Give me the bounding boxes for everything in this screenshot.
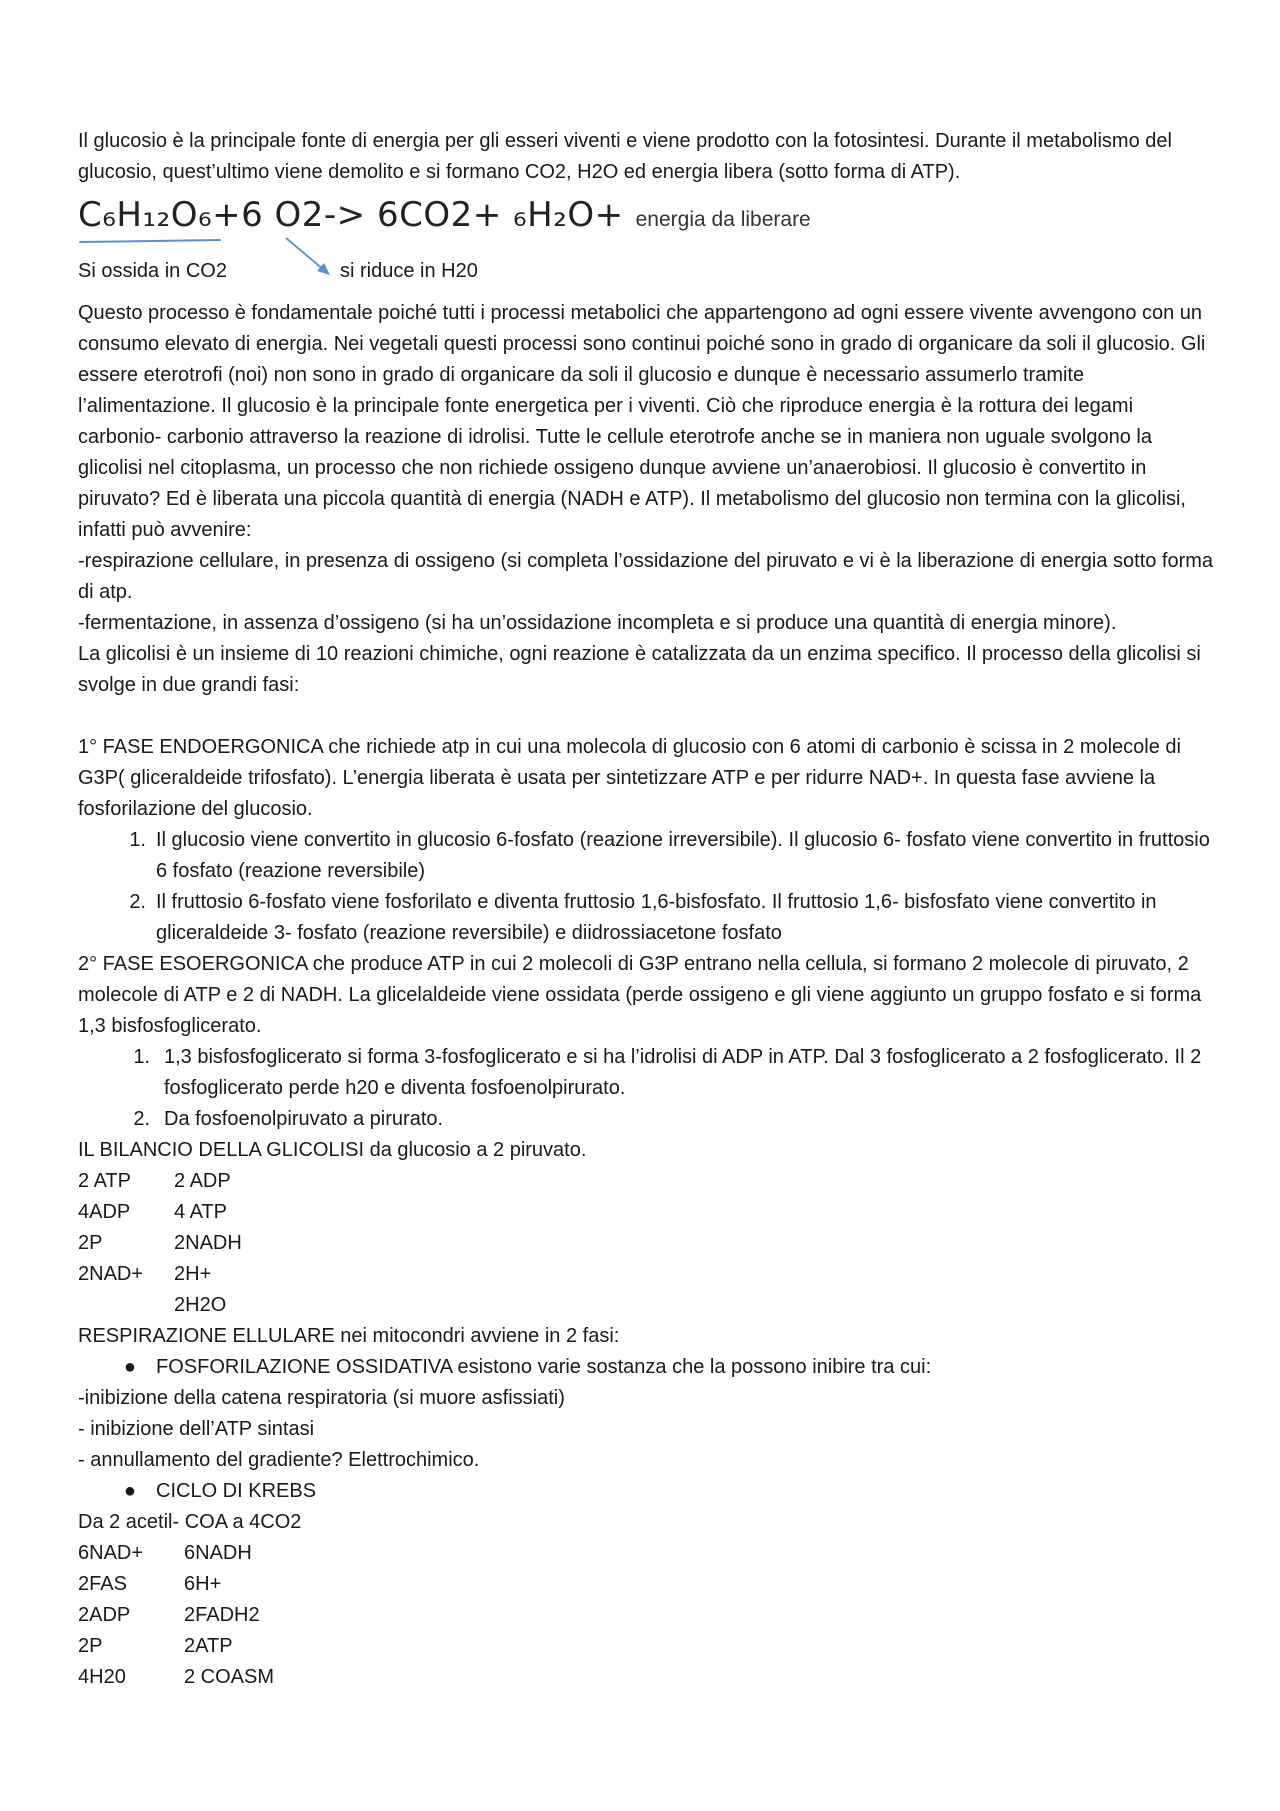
balance-cell: 4 ATP — [174, 1201, 227, 1223]
inhibition-line: - annullamento del gradiente? Elettrochimico. — [78, 1449, 480, 1471]
krebs-cell: 2ATP — [184, 1635, 233, 1657]
krebs-cell: 6NADH — [184, 1542, 252, 1564]
krebs-cell: 2FAS — [78, 1573, 127, 1595]
krebs-table — [78, 1538, 1218, 1693]
list-number: 1. — [133, 1046, 150, 1068]
list-text: 1,3 bisfosfoglicerato si forma 3-fosfoglicerato e si ha l’idrolisi di ADP in ATP. Dal 3 fosfoglicerato a 2 fosfoglicerato. Il 2 fosfoglicerato perde h20 e diventa fosfoenolpirurato. — [164, 1046, 1202, 1099]
equation-note: energia da liberare — [635, 208, 811, 231]
krebs-cell: 2FADH2 — [184, 1604, 260, 1626]
balance-cell: 2 ADP — [174, 1170, 231, 1192]
body-paragraph: Questo processo è fondamentale poiché tutti i processi metabolici che appartengono ad ogni essere vivente avvengono con un consumo elevato di energia. Nei vegetali questi processi sono continui poiché sono in grado di organicare da soli il glucosio. Gli essere eterotrofi (noi) non sono in grado di organicare da soli il glucosio e dunque è necessario assumerlo tramite l’alimentazione. Il glucosio è la principale fonte energetica per i viventi. Ciò che riproduce energia è la rottura dei legami carbonio- carbonio attraverso la reazione di idrolisi. Tutte le cellule eterotrofe anche se in maniera non uguale svolgono la glicolisi nel citoplasma, un processo che non richiede ossigeno dunque avviene un’anaerobiosi. Il glucosio è convertito in piruvato? Ed è liberata una piccola quantità di energia (NADH e ATP). Il metabolismo del glucosio non termina con la glicolisi, infatti può avvenire: — [78, 302, 1206, 541]
balance-cell: 2H2O — [174, 1294, 227, 1316]
phase2-paragraph: 2° FASE ESOERGONICA che produce ATP in cui 2 molecoli di G3P entrano nella cellula, si formano 2 molecole di piruvato, 2 molecole di ATP e 2 di NADH. La glicelaldeide viene ossidata (perde ossigeno e gli viene aggiunto un gruppo fosfato e si forma 1,3 bisfosfoglicerato. — [78, 953, 1202, 1037]
balance-cell: 2 ATP — [78, 1170, 131, 1192]
bullet-text: FOSFORILAZIONE OSSIDATIVA esistono varie sostanza che la possono inibire tra cui: — [156, 1356, 932, 1378]
balance-cell: 2NADH — [174, 1232, 242, 1254]
phase1-paragraph: 1° FASE ENDOERGONICA che richiede atp in cui una molecola di glucosio con 6 atomi di carbonio è scissa in 2 molecole di G3P( gliceraldeide trifosfato). L’energia liberata è usata per sintetizzare ATP e per ridurre NAD+. In questa fase avviene la fosforilazione del glucosio. — [78, 736, 1181, 820]
list-text: Il glucosio viene convertito in glucosio 6-fosfato (reazione irreversibile). Il glucosio 6- fosfato viene convertito in fruttosio 6 fosfato (reazione reversibile) — [156, 829, 1210, 882]
reduction-label: si riduce in H20 — [340, 260, 478, 282]
bullet-text: CICLO DI KREBS — [156, 1480, 317, 1502]
inhibition-line: -inibizione della catena respiratoria (si muore asfissiati) — [78, 1387, 565, 1409]
equation-formula: C₆H₁₂O₆+6 O2-> 6CO2+ ₆H₂O+ — [78, 195, 624, 235]
document-body — [78, 126, 1218, 1693]
balance-cell: 2NAD+ — [78, 1263, 144, 1285]
bullet-item — [78, 1476, 1218, 1507]
balance-table — [78, 1166, 1218, 1321]
list-item — [78, 1104, 1218, 1135]
bullet-icon: ● — [123, 1356, 136, 1378]
oxidation-label: Si ossida in CO2 — [78, 260, 227, 282]
balance-cell — [78, 1290, 174, 1321]
list-text: Da fosfoenolpiruvato a pirurato. — [164, 1108, 444, 1130]
intro-paragraph: Il glucosio è la principale fonte di energia per gli esseri viventi e viene prodotto con la fotosintesi. Durante il metabolismo del glucosio, quest’ultimo viene demolito e si formano CO2, H2O ed energia libera (sotto forma di ATP). — [78, 130, 1172, 183]
krebs-cell: 2ADP — [78, 1604, 131, 1626]
balance-cell: 2P — [78, 1232, 103, 1254]
bullet-icon: ● — [123, 1480, 136, 1502]
inhibition-line: - inibizione dell’ATP sintasi — [78, 1418, 315, 1440]
underline-stroke — [80, 240, 220, 242]
fermentation-line: -fermentazione, in assenza d’ossigeno (si ha un’ossidazione incompleta e si produce una quantità di energia minore). — [78, 612, 1117, 634]
balance-title: IL BILANCIO DELLA GLICOLISI da glucosio a 2 piruvato. — [78, 1139, 587, 1161]
krebs-title: Da 2 acetil- COA a 4CO2 — [78, 1511, 302, 1533]
respiration-title: RESPIRAZIONE ELLULARE nei mitocondri avviene in 2 fasi: — [78, 1325, 620, 1347]
balance-cell: 2H+ — [174, 1263, 212, 1285]
arrow-shaft — [286, 238, 324, 270]
list-text: Il fruttosio 6-fosfato viene fosforilato e diventa fruttosio 1,6-bisfosfato. Il fruttosio 1,6- bisfosfato viene convertito in gliceraldeide 3- fosfato (reazione reversibile) e diidrossiacetone fosfato — [156, 891, 1157, 944]
list-item — [78, 887, 1218, 949]
bullet-item — [78, 1352, 1218, 1383]
list-number: 2. — [133, 1108, 150, 1130]
list-number: 1. — [129, 829, 146, 851]
krebs-cell: 2 COASM — [184, 1666, 275, 1688]
krebs-cell: 6NAD+ — [78, 1542, 144, 1564]
krebs-cell: 2P — [78, 1635, 103, 1657]
redox-annotation — [78, 254, 1218, 288]
respiration-line: -respirazione cellulare, in presenza di ossigeno (si completa l’ossidazione del piruvato e vi è la liberazione di energia sotto forma di atp. — [78, 550, 1214, 603]
list-item — [78, 825, 1218, 887]
glycolysis-line: La glicolisi è un insieme di 10 reazioni chimiche, ogni reazione è catalizzata da un enzima specifico. Il processo della glicolisi si svolge in due grandi fasi: — [78, 643, 1201, 696]
krebs-cell: 4H20 — [78, 1666, 126, 1688]
krebs-cell: 6H+ — [184, 1573, 222, 1595]
balance-cell: 4ADP — [78, 1201, 131, 1223]
list-item — [78, 1042, 1218, 1104]
list-number: 2. — [129, 891, 146, 913]
